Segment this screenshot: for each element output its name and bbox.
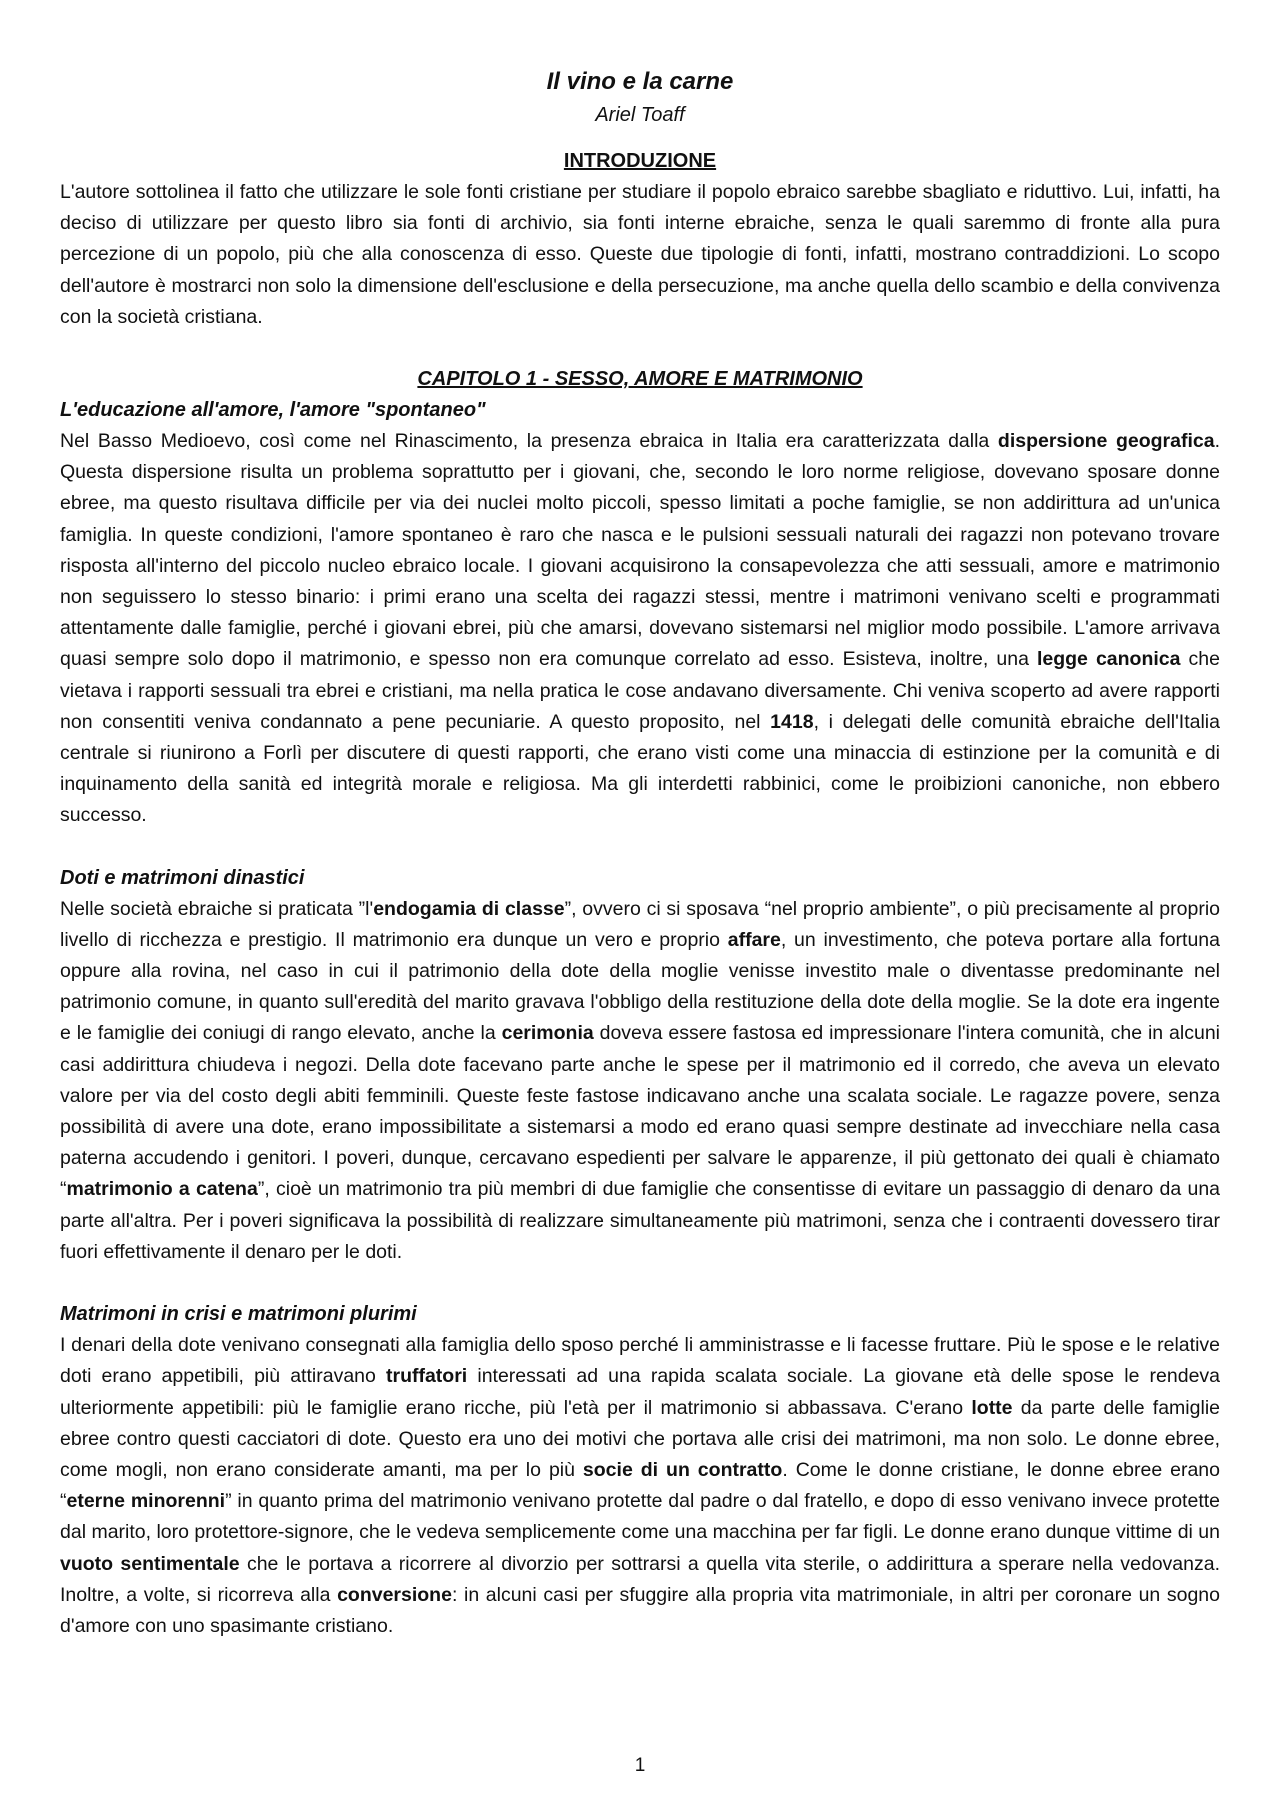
- text-run: ”, cioè un matrimonio tra più membri di due famiglie che consentisse di evitare un passaggio di denaro da una parte all'altra. Per i poveri significava la possibilità di realizzare simultaneamente più matrimoni, senza che i contraenti dovessero tirar fuori effettivamente il denaro per le doti.: [60, 1178, 1221, 1263]
- section-subheading: L'educazione all'amore, l'amore "spontaneo": [60, 399, 486, 422]
- section-paragraph: [60, 1330, 1220, 1642]
- bold-term: vuoto sentimentale: [60, 1552, 240, 1575]
- text-run: da parte delle famiglie ebree contro questi cacciatori di dote. Questo era uno dei motivi che portava alle crisi dei matrimoni, ma non solo. Le donne ebree, come mogli, non erano considerate amanti, ma per lo più: [60, 1396, 1220, 1481]
- bold-term: eterne minorenni: [66, 1490, 226, 1513]
- text-run: che le portava a ricorrere al divorzio per sottrarsi a quella vita sterile, o addirittura a sperare nella vedovanza. Inoltre, a volte, si ricorreva alla: [60, 1552, 1221, 1606]
- text-run: , un investimento, che poteva portare alla fortuna oppure alla rovina, nel caso in cui il patrimonio della dote della moglie venisse investito male o diventasse predominante nel patrimonio comune, in quanto sull'eredità del marito gravava l'obbligo della restituzione della dote della moglie. Se la dote era ingente e le famiglie dei coniugi di rango elevato, anche la: [60, 928, 1220, 1045]
- text-run: Nel Basso Medioevo, così come nel Rinascimento, la presenza ebraica in Italia era caratterizzata dalla: [60, 430, 998, 453]
- text-run: Nelle società ebraiche si praticata ”l': [60, 897, 374, 920]
- bold-term: 1418: [770, 710, 814, 733]
- bold-term: cerimonia: [501, 1022, 594, 1045]
- text-run: doveva essere fastosa ed impressionare l'intera comunità, che in alcuni casi addirittura chiudeva i negozi. Della dote facevano parte anche le spese per il matrimonio ed il corredo, che aveva un elevato valore per via del costo degli abiti femminili. Queste feste fastose indicavano anche una scalata sociale. Le ragazze povere, senza possibilità di avere una dote, erano impossibilitate a sistemarsi a modo ed erano quasi sempre destinate ad invecchiare nella casa paterna accudendo i genitori. I poveri, dunque, cercavano espedienti per salvare le apparenze, il più gettonato dei quali è chiamato “: [60, 1022, 1220, 1201]
- text-run: I denari della dote venivano consegnati alla famiglia dello sposo perché li amministrasse e li facesse fruttare. Più le spose e le relative doti erano appetibili, più attiravano: [60, 1334, 1220, 1388]
- section-subheading: Doti e matrimoni dinastici: [60, 866, 305, 889]
- text-run: , i delegati delle comunità ebraiche dell'Italia centrale si riunirono a Forlì per discutere di questi rapporti, che erano visti come una minaccia di estinzione per la comunità e di inquinamento della sanità ed integrità morale e religiosa. Ma gli interdetti rabbinici, come le proibizioni canoniche, non ebbero successo.: [60, 710, 1220, 827]
- bold-term: dispersione geografica: [997, 430, 1215, 453]
- text-run: : in alcuni casi per sfuggire alla propria vita matrimoniale, in altri per coronare un sogno d'amore con uno spasimante cristiano.: [60, 1583, 1221, 1637]
- document-author: Ariel Toaff: [595, 104, 685, 126]
- text-run: ” in quanto prima del matrimonio venivano protette dal padre o dal fratello, e dopo di esso venivano invece protette dal marito, loro protettore-signore, che le vedeva semplicemente come una macchina per far figli. Le donne erano dunque vittime di un: [60, 1490, 1220, 1544]
- section-subheading: Matrimoni in crisi e matrimoni plurimi: [60, 1303, 417, 1326]
- page-number: 1: [634, 1755, 646, 1776]
- bold-term: legge canonica: [1036, 648, 1181, 671]
- document-title: Il vino e la carne: [546, 68, 734, 95]
- bold-term: matrimonio a catena: [66, 1178, 258, 1201]
- bold-term: endogamia di classe: [373, 897, 565, 920]
- text-run: ”, ovvero ci si sposava “nel proprio ambiente”, o più precisamente al proprio livello di ricchezza e prestigio. Il matrimonio era dunque un vero e proprio: [60, 897, 1220, 951]
- text-run: interessati ad una rapida scalata sociale. La giovane età delle spose le rendeva ulteriormente appetibili: più le famiglie erano ricche, più l'età per il matrimonio si abbassava. C'erano: [60, 1365, 1221, 1419]
- introduction-paragraph: L'autore sottolinea il fatto che utilizzare le sole fonti cristiane per studiare il popolo ebraico sarebbe sbagliato e riduttivo. Lui, infatti, ha deciso di utilizzare per questo libro sia fonti di archivio, sia fonti interne ebraiche, senza le quali saremmo di fronte alla pura percezione di un popolo, più che alla conoscenza di esso. Queste due tipologie di fonti, infatti, mostrano contraddizioni. Lo scopo dell'autore è mostrarci non solo la dimensione dell'esclusione e della persecuzione, ma anche quella dello scambio e della convivenza con la società cristiana.: [60, 181, 1220, 328]
- section-paragraph: [60, 426, 1220, 832]
- bold-term: socie di un contratto: [582, 1458, 783, 1481]
- text-run: che vietava i rapporti sessuali tra ebrei e cristiani, ma nella pratica le cose andavano diversamente. Chi veniva scoperto ad avere rapporti non consentiti veniva condannato a pene pecuniarie. A questo proposito, nel: [60, 648, 1220, 733]
- text-run: . Questa dispersione risulta un problema soprattutto per i giovani, che, secondo le loro norme religiose, dovevano sposare donne ebree, ma questo risultava difficile per via dei nuclei molto piccoli, spesso limitati a poche famiglie, se non addirittura ad un'unica famiglia. In queste condizioni, l'amore spontaneo è raro che nasca e le pulsioni sessuali naturali dei ragazzi non potevano trovare risposta all'interno del piccolo nucleo ebraico locale. I giovani acquisirono la consapevolezza che atti sessuali, amore e matrimonio non seguissero lo stesso binario: i primi erano una scelta dei ragazzi stessi, mentre i matrimoni venivano scelti e programmati attentamente dalle famiglie, perché i giovani ebrei, più che amarsi, dovevano sistemarsi nel miglior modo possibile. L'amore arrivava quasi sempre solo dopo il matrimonio, e spesso non era comunque correlato ad esso. Esisteva, inoltre, una: [60, 430, 1221, 671]
- text-run: . Come le donne cristiane, le donne ebree erano “: [60, 1458, 1220, 1513]
- bold-term: affare: [727, 928, 781, 951]
- bold-term: truffatori: [385, 1365, 468, 1388]
- bold-term: conversione: [337, 1583, 452, 1606]
- introduction-heading: INTRODUZIONE: [563, 150, 717, 172]
- chapter-heading: CAPITOLO 1 - SESSO, AMORE E MATRIMONIO: [417, 368, 863, 391]
- section-paragraph: [60, 894, 1220, 1268]
- bold-term: lotte: [971, 1396, 1013, 1419]
